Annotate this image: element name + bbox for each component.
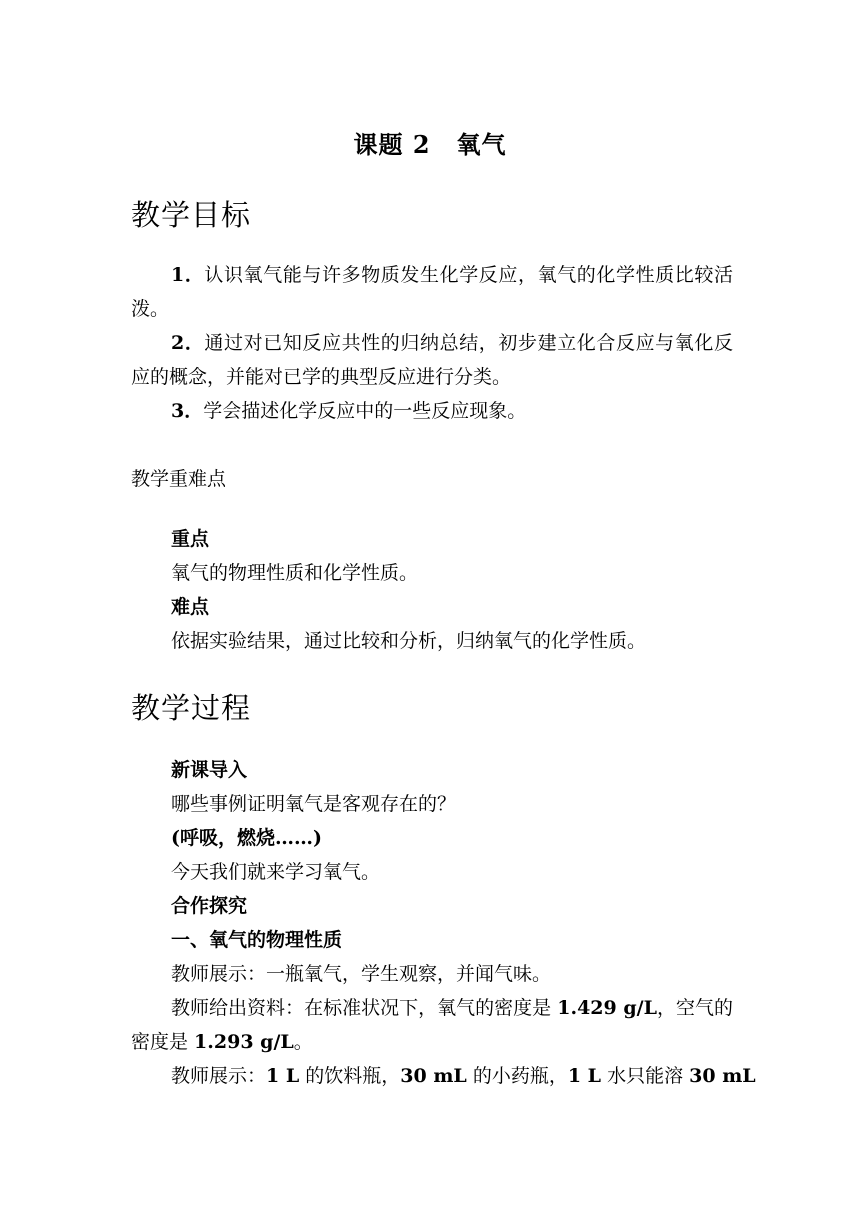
process-heading: 教学过程	[131, 691, 252, 725]
intro-today: 今天我们就来学习氧气。	[171, 861, 381, 883]
objectives-heading: 教学目标	[131, 198, 252, 232]
lesson-title	[0, 128, 860, 162]
lesson-title-number: 课题 2	[353, 130, 431, 159]
lesson-title-topic: 氧气	[456, 130, 507, 159]
objective-item-2: 2．通过对已知反应共性的归纳总结，初步建立化合反应与氧化反应的概念，并能对已学的典型反应进行分类。	[131, 332, 733, 388]
key-point-label: 重点	[171, 528, 210, 550]
intro-answer: (呼吸，燃烧……)	[171, 827, 322, 849]
density-data-paragraph: 教师给出资料：在标准状况下，氧气的密度是 1.429 g/L，空气的密度是 1.293 g/L。	[131, 997, 733, 1053]
objective-item-1: 1．认识氧气能与许多物质发生化学反应，氧气的化学性质比较活泼。	[131, 264, 733, 320]
difficult-point-text: 依据实验结果，通过比较和分析，归纳氧气的化学性质。	[171, 630, 647, 652]
show-bottles-text: 教师展示：1 L 的饮料瓶，30 mL 的小药瓶，1 L 水只能溶 30 mL	[171, 1065, 756, 1087]
objective-item-3: 3．学会描述化学反应中的一些反应现象。	[171, 400, 527, 422]
key-point-text: 氧气的物理性质和化学性质。	[171, 562, 419, 584]
show-oxygen-text: 教师展示：一瓶氧气，学生观察，并闻气味。	[171, 963, 552, 985]
section1-label: 一、氧气的物理性质	[171, 929, 343, 951]
oxygen-density: 1.429 g/L	[557, 997, 657, 1019]
intro-label: 新课导入	[171, 759, 248, 781]
explore-label: 合作探究	[171, 895, 248, 917]
intro-question: 哪些事例证明氧气是客观存在的？	[171, 793, 457, 815]
difficult-point-label: 难点	[171, 596, 210, 618]
air-density: 1.293 g/L	[194, 1031, 294, 1053]
key-points-heading: 教学重难点	[131, 468, 227, 490]
